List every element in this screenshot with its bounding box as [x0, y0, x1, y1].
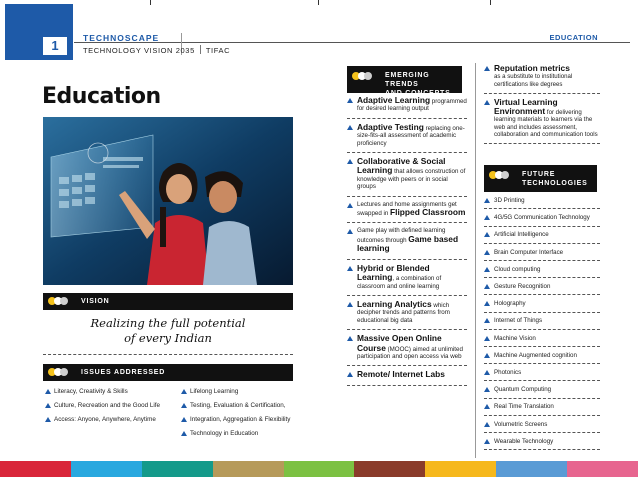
list-item: Real Time Translation: [484, 403, 600, 415]
triangle-bullet-icon: [484, 232, 490, 237]
triangle-bullet-icon: [181, 389, 187, 394]
divider: [43, 354, 293, 355]
triangle-bullet-icon: [484, 198, 490, 203]
crop-mark: [150, 0, 151, 5]
triangle-bullet-icon: [181, 417, 187, 422]
list-item: Adaptive Learning programmed for desired learning output: [347, 96, 467, 119]
list-item: Hybrid or Blended Learning, a combination of classroom and online learning: [347, 264, 467, 296]
triangle-bullet-icon: [484, 250, 490, 255]
triangle-bullet-icon: [484, 336, 490, 341]
list-item: Cloud computing: [484, 266, 600, 278]
future-heading: [522, 170, 588, 188]
emerging-heading: [385, 71, 462, 98]
issues-bar: [43, 364, 293, 381]
list-item: Integration, Aggregation & Flexibility: [181, 416, 297, 424]
triangle-bullet-icon: [484, 100, 490, 105]
issues-list-right: [181, 388, 297, 444]
list-item: Lectures and home assignments get swapped in Flipped Classroom: [347, 201, 467, 224]
issues-list-left: [45, 388, 165, 430]
list-item: Photonics: [484, 369, 600, 381]
color-swatch: [496, 461, 567, 477]
list-item: Culture, Recreation and the Good Life: [45, 402, 165, 410]
list-item: Learning Analytics which decipher trends and patterns from educational big data: [347, 300, 467, 330]
triangle-bullet-icon: [347, 125, 353, 130]
triangle-bullet-icon: [484, 284, 490, 289]
list-item: Volumetric Screens: [484, 421, 600, 433]
future-technologies-bar: [484, 165, 597, 192]
brand-subtitle: [83, 45, 230, 55]
triangle-bullet-icon: [484, 404, 490, 409]
triangle-bullet-icon: [484, 422, 490, 427]
future-technologies-list: [484, 197, 600, 455]
triangle-bullet-icon: [181, 431, 187, 436]
future-heading-line-1: FUTURE: [522, 171, 556, 178]
triangle-bullet-icon: [347, 302, 353, 307]
list-item: Technology in Education: [181, 430, 297, 438]
triangle-bullet-icon: [484, 387, 490, 392]
triangle-bullet-icon: [347, 229, 353, 234]
triangle-bullet-icon: [484, 318, 490, 323]
future-heading-line-2: TECHNOLOGIES: [522, 180, 588, 187]
subtitle-separator: [200, 45, 201, 54]
triangle-bullet-icon: [484, 439, 490, 444]
list-item: 3D Printing: [484, 197, 600, 209]
list-item: Access: Anyone, Anywhere, Anytime: [45, 416, 165, 424]
issues-heading: ISSUES ADDRESSED: [81, 368, 166, 376]
list-item: Gesture Recognition: [484, 283, 600, 295]
list-item: Internet of Things: [484, 317, 600, 329]
list-item: Machine Augmented cognition: [484, 352, 600, 364]
emerging-trends-list: [347, 96, 467, 390]
triangle-bullet-icon: [347, 98, 353, 103]
list-item: Game play with defined learning outcomes through Game based learning: [347, 227, 467, 259]
vision-line-1: Realizing the full potential: [90, 316, 246, 330]
section-label: EDUCATION: [549, 33, 598, 42]
vision-statement: [43, 316, 293, 346]
emerging-trends-continued: [484, 64, 600, 148]
list-item: 4G/5G Communication Technology: [484, 214, 600, 226]
page-number: 1: [42, 36, 68, 56]
color-swatch: [0, 461, 71, 477]
list-item: Remote/ Internet Labs: [347, 370, 467, 385]
dots-icon: [352, 72, 370, 82]
triangle-bullet-icon: [484, 66, 490, 71]
footer-color-strip: [0, 461, 638, 477]
crop-mark: [318, 0, 319, 5]
color-swatch: [142, 461, 213, 477]
photo-illustration: [43, 117, 293, 285]
triangle-bullet-icon: [484, 301, 490, 306]
emerging-heading-line-2: AND CONCEPTS: [385, 90, 451, 97]
dots-icon: [489, 171, 507, 181]
triangle-bullet-icon: [484, 215, 490, 220]
list-item: Adaptive Testing replacing one-size-fits-all assessment of academic proficiency: [347, 123, 467, 153]
list-item: Holography: [484, 300, 600, 312]
color-swatch: [71, 461, 142, 477]
column-divider: [475, 63, 476, 458]
triangle-bullet-icon: [181, 403, 187, 408]
triangle-bullet-icon: [347, 159, 353, 164]
emerging-trends-bar: [347, 66, 462, 97]
triangle-bullet-icon: [347, 266, 353, 271]
triangle-bullet-icon: [347, 203, 353, 208]
page-title: Education: [42, 84, 161, 109]
triangle-bullet-icon: [484, 267, 490, 272]
emerging-heading-line-1: EMERGING TRENDS: [385, 72, 430, 88]
list-item: Testing, Evaluation & Certification,: [181, 402, 297, 410]
list-item: Collaborative & Social Learning that allows construction of knowledge with peers or in social groups: [347, 157, 467, 197]
list-item: Machine Vision: [484, 335, 600, 347]
list-item: Wearable Technology: [484, 438, 600, 450]
color-swatch: [284, 461, 355, 477]
vision-bar: [43, 293, 293, 310]
list-item: Virtual Learning Environment for delivering learning materials to learners via the web and includes assessment, collaboration and communication tools: [484, 98, 600, 144]
triangle-bullet-icon: [484, 353, 490, 358]
subtitle-right: TIFAC: [205, 46, 231, 55]
triangle-bullet-icon: [45, 403, 51, 408]
triangle-bullet-icon: [347, 336, 353, 341]
triangle-bullet-icon: [45, 389, 51, 394]
list-item: Reputation metrics as a substitute to institutional certifications like degrees: [484, 64, 600, 94]
list-item: Brain Computer Interface: [484, 249, 600, 261]
color-swatch: [425, 461, 496, 477]
dots-icon: [48, 368, 66, 378]
color-swatch: [354, 461, 425, 477]
dots-icon: [48, 297, 66, 307]
children-hologram-photo: [43, 117, 293, 285]
list-item: Artificial Intelligence: [484, 231, 600, 243]
vision-heading: VISION: [81, 297, 110, 305]
triangle-bullet-icon: [45, 417, 51, 422]
vision-line-2: of every Indian: [124, 331, 212, 345]
brand-title: TECHNOSCAPE: [83, 33, 160, 43]
list-item: Quantum Computing: [484, 386, 600, 398]
crop-mark: [490, 0, 491, 5]
subtitle-left: TECHNOLOGY VISION 2035: [83, 46, 195, 55]
list-item: Lifelong Learning: [181, 388, 297, 396]
triangle-bullet-icon: [347, 372, 353, 377]
list-item: Literacy, Creativity & Skills: [45, 388, 165, 396]
color-swatch: [213, 461, 284, 477]
color-swatch: [567, 461, 638, 477]
triangle-bullet-icon: [484, 370, 490, 375]
list-item: Massive Open Online Course (MOOC) aimed at unlimited participation and open access via web: [347, 334, 467, 366]
